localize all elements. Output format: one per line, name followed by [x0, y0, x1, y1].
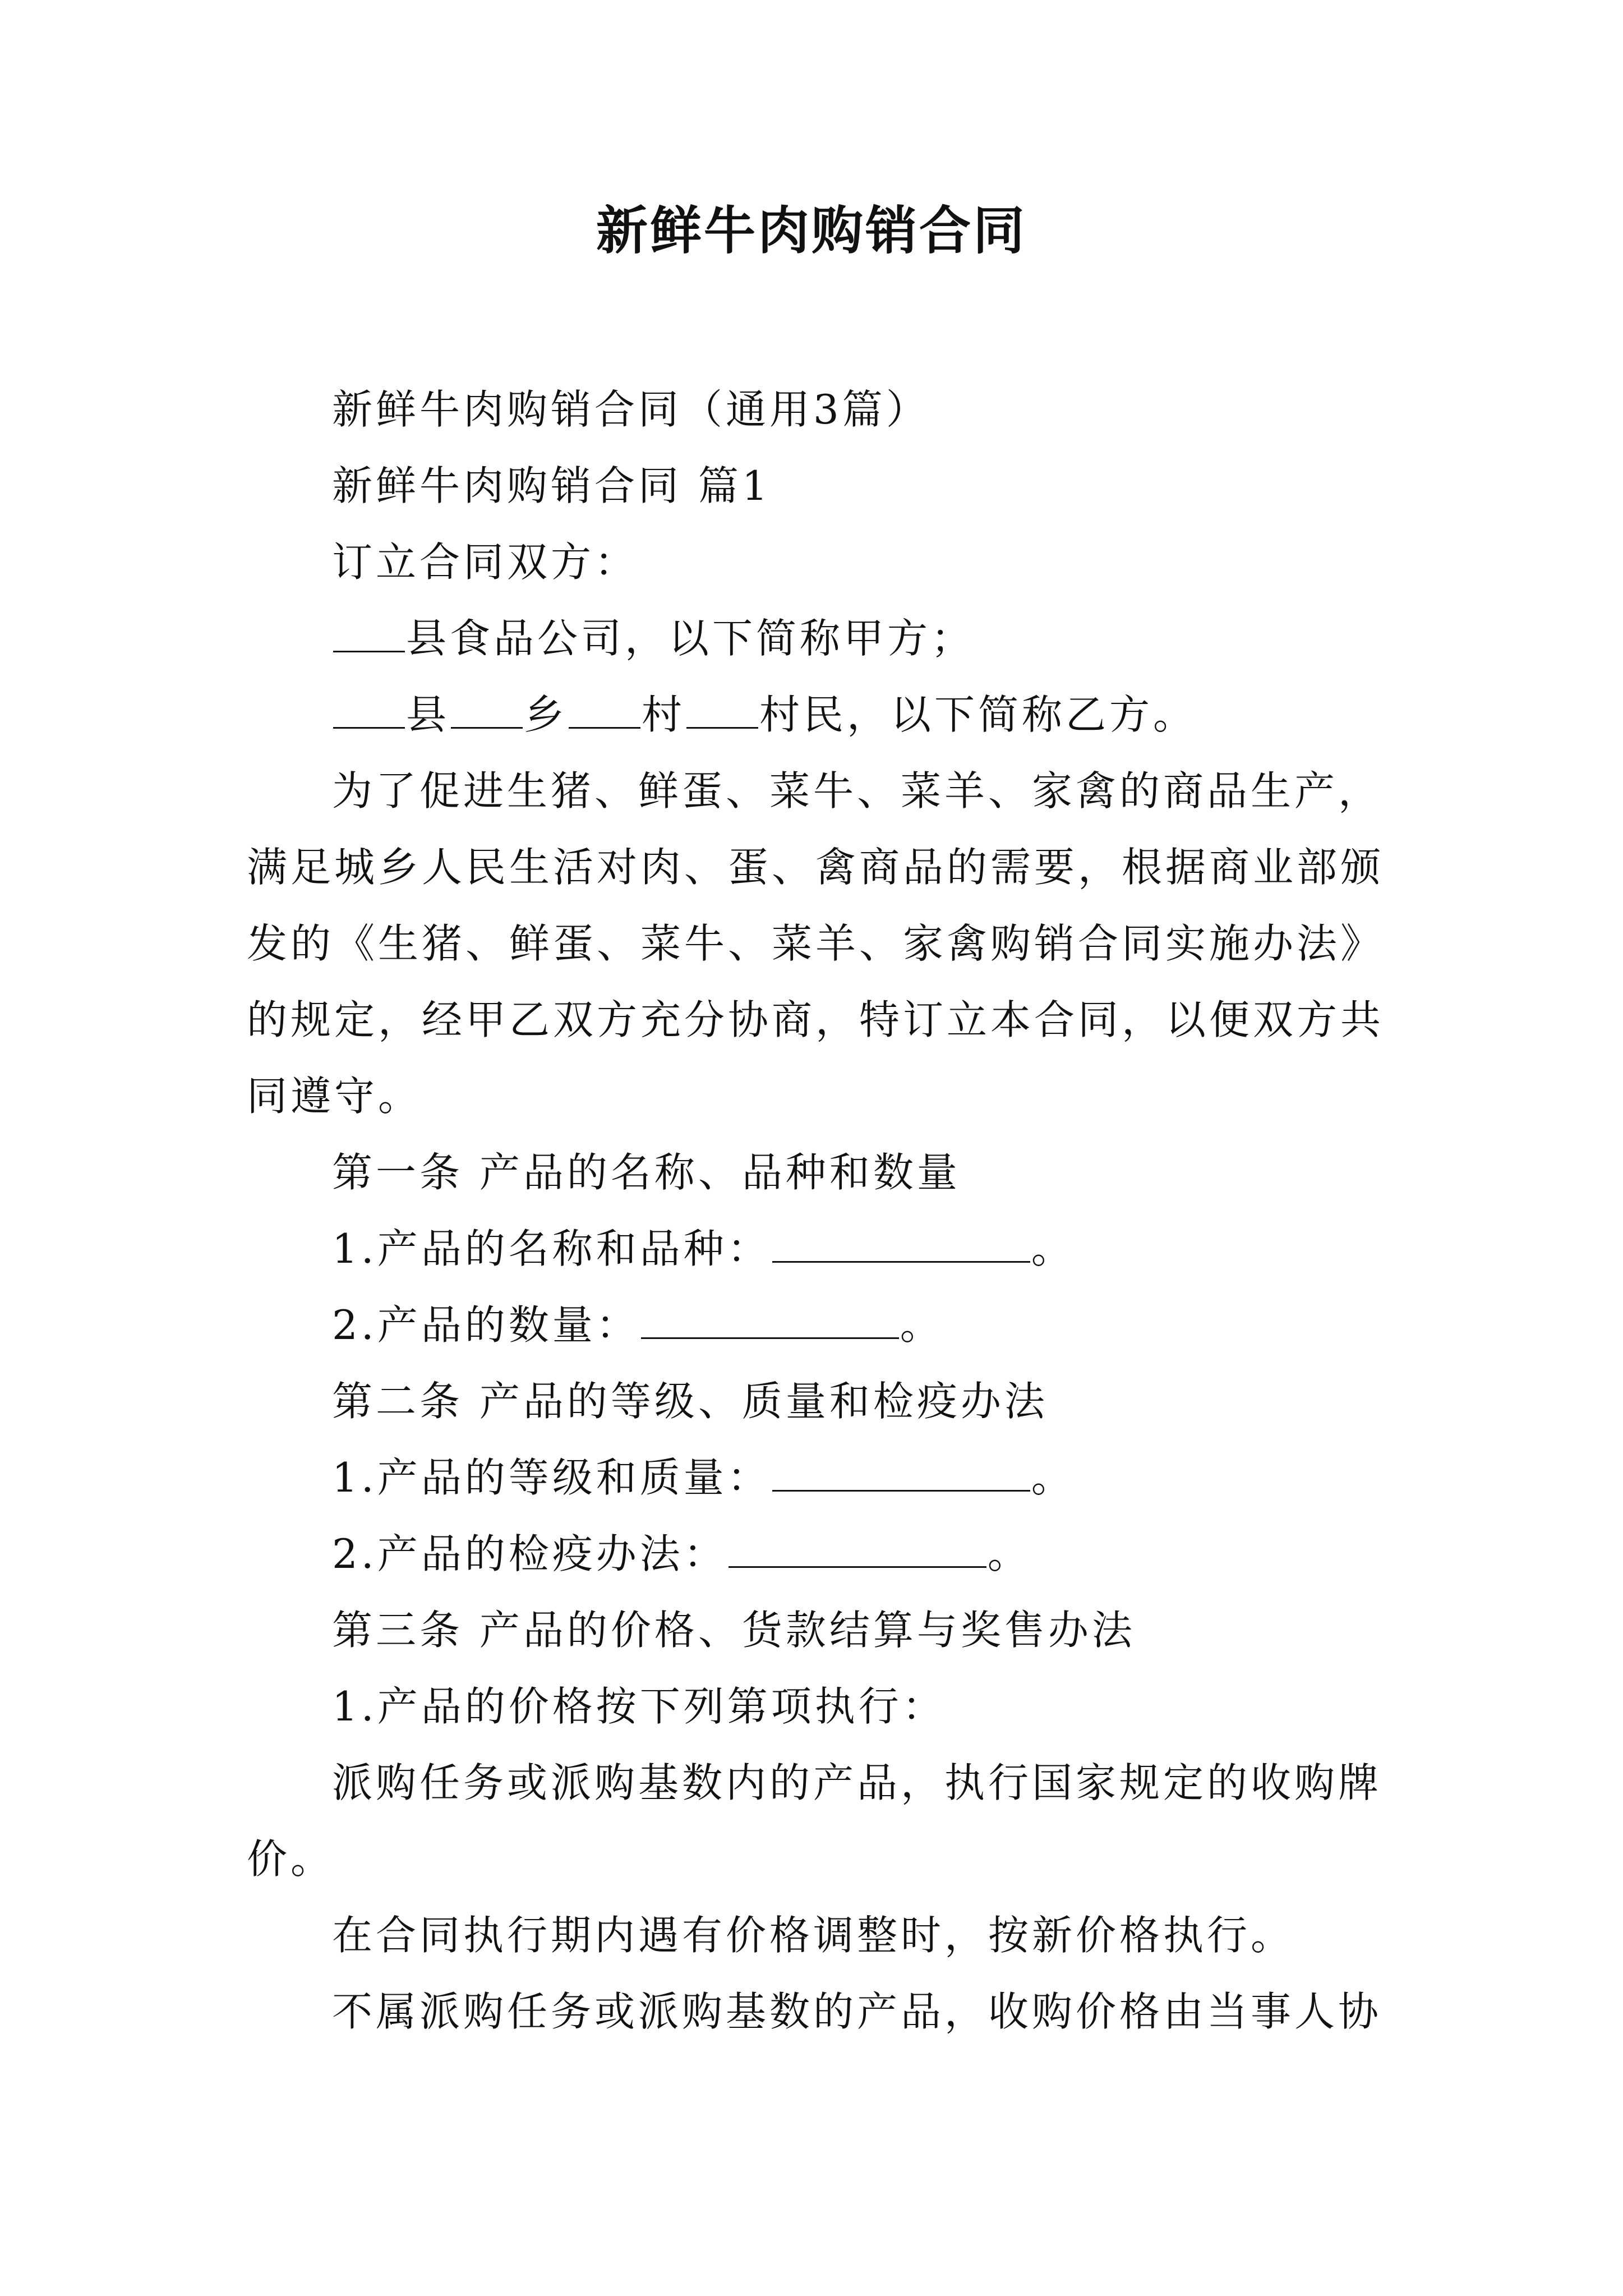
blank-line [728, 1566, 986, 1568]
party-b-township: 乡 [524, 691, 568, 738]
paragraph-quota-price: 派购任务或派购基数内的产品，执行国家规定的收购牌价。 [247, 1759, 1382, 1883]
paragraph-heading-general: 新鲜牛肉购销合同（通用3篇） [332, 386, 930, 433]
item-label: 2.产品的检疫办法： [332, 1530, 727, 1577]
party-b-county: 县 [406, 691, 450, 738]
item-period: 。 [900, 1301, 944, 1349]
article-1-item-1 [247, 1211, 1393, 1287]
article-1-item-2 [247, 1287, 1393, 1363]
item-period: 。 [1031, 1454, 1075, 1501]
party-b-text: 村民，以下简称乙方。 [759, 691, 1197, 738]
paragraph-parties-intro: 订立合同双方： [332, 539, 639, 586]
document-title: 新鲜牛肉购销合同 [596, 201, 1027, 261]
article-1-heading: 第一条 产品的名称、品种和数量 [332, 1149, 961, 1196]
blank-line [569, 726, 640, 729]
blank-line [686, 726, 758, 729]
party-a-text: 县食品公司，以下简称甲方； [406, 615, 975, 662]
article-3-item-1: 1.产品的价格按下列第项执行： [332, 1683, 946, 1730]
document-body [247, 371, 1393, 2050]
item-label: 2.产品的数量： [332, 1301, 640, 1349]
paragraph-price-adjustment: 在合同执行期内遇有价格调整时，按新价格执行。 [332, 1912, 1295, 1959]
paragraph-party-b [247, 677, 1393, 753]
paragraph-non-quota-price: 不属派购任务或派购基数的产品，收购价格由当事人协 [332, 1988, 1382, 2035]
blank-line [451, 726, 523, 729]
paragraph-party-a [247, 600, 1393, 677]
paragraph-heading-part-1: 新鲜牛肉购销合同 篇1 [332, 462, 771, 509]
article-2-heading: 第二条 产品的等级、质量和检疫办法 [332, 1378, 1048, 1425]
article-3-heading: 第三条 产品的价格、货款结算与奖售办法 [332, 1607, 1136, 1654]
item-label: 1.产品的等级和质量： [332, 1454, 771, 1501]
party-b-village: 村 [642, 691, 686, 738]
blank-line [333, 726, 405, 729]
blank-line [333, 650, 405, 652]
paragraph-purpose: 为了促进生猪、鲜蛋、菜牛、菜羊、家禽的商品生产，满足城乡人民生活对肉、蛋、禽商品的需要，根据商业部颁发的《生猪、鲜蛋、菜牛、菜羊、家禽购销合同实施办法》的规定，经甲乙双方充分协商，特订立本合同，以便双方共同遵守。 [247, 767, 1385, 1120]
blank-line [772, 1489, 1030, 1492]
blank-line [772, 1260, 1030, 1263]
item-label: 1.产品的名称和品种： [332, 1225, 771, 1272]
item-period: 。 [1031, 1225, 1075, 1272]
blank-line [641, 1337, 899, 1339]
article-2-item-1 [247, 1439, 1393, 1516]
item-period: 。 [987, 1530, 1031, 1577]
article-2-item-2 [247, 1516, 1393, 1592]
